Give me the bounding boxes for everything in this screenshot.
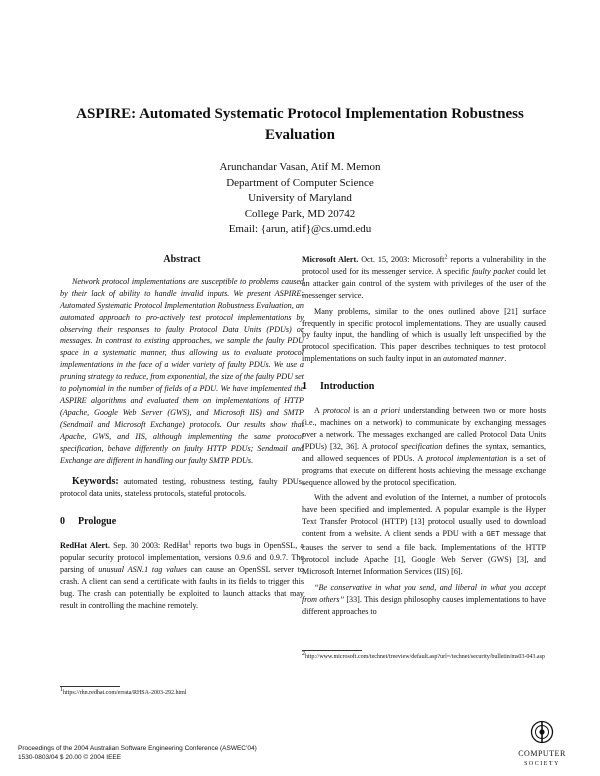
- redhat-alert-paragraph: RedHat Alert. Sep. 30 2003: RedHat$^1$ reports two bugs in OpenSSL, a popular security protocol implementation, versions 0.9.6 and 0.9.7. The parsing of unusual ASN.1 tag values can cause an OpenSSL server to crash. A client can send a certificate with faults in its fields to trigger this bug. The crash can potentially be exploited to launch attacks that may result in controlling the machine remotely.: [60, 540, 305, 610]
- section-heading-introduction: [302, 381, 546, 393]
- section-number: 1: [302, 381, 307, 393]
- author-block: [150, 160, 450, 238]
- keywords-label: Keywords:: [72, 476, 119, 488]
- author-email: Email: {arun, atif}@cs.umd.edu: [228, 223, 372, 235]
- conference-copyright: 1530-0803/04 $ 20.00 © 2004 IEEE: [18, 754, 122, 761]
- footnote-mark: 2: [444, 254, 448, 261]
- left-column: [60, 254, 304, 616]
- author-city: College Park, MD 20742: [244, 207, 356, 220]
- keywords: [60, 476, 304, 500]
- footnote-1: [60, 686, 304, 697]
- abstract-heading: Abstract: [163, 254, 201, 265]
- paper-title: ASPIRE: Automated Systematic Protocol Implementation Robustness Evaluation: [76, 106, 524, 143]
- code-get: GET: [486, 531, 500, 540]
- section-title: Prologue: [78, 516, 117, 528]
- footnote-rule: [302, 650, 362, 651]
- redhat-alert-label: RedHat Alert.: [60, 541, 110, 551]
- author-university: University of Maryland: [248, 192, 352, 204]
- footnote-url[interactable]: https://rhn.redhat.com/errata/RHSA-2003-292.html: [63, 690, 187, 696]
- footnote-url[interactable]: http://www.microsoft.com/technet/treeview/default.asp?url=/technet/security/bulletin/ms03-043.asp: [305, 654, 545, 660]
- footnote-2: [302, 650, 546, 661]
- footnote-mark: 1: [60, 687, 63, 693]
- conference-footer: [18, 744, 257, 762]
- microsoft-alert-label: Microsoft Alert.: [302, 255, 359, 264]
- footnote-rule: [60, 686, 120, 687]
- section-heading-prologue: [60, 516, 304, 528]
- prologue-summary-paragraph: Many problems, similar to the ones outlined above [21] surface frequently in specific protocol implementations. They are usually caused by faulty input, the handling of which is usually left unspecified by the protocol specification. This paper describes techniques to test protocol implementations on such faulty input in an automated manner.: [302, 306, 546, 364]
- logo-line-1: COMPUTER: [518, 749, 566, 758]
- computer-society-logo: [512, 720, 572, 769]
- abstract-text: Network protocol implementations are susceptible to problems caused by their lack of ability to handle invalid inputs. We present ASPIRE: Automated Systematic Protocol Implementation Robustness Evaluation, an automated approach to pro-actively test protocol implementations by observing their responses to faulty Protocol Data Units (PDUs) or messages. In contrast to existing approaches, we sample the faulty PDU space in a systematic manner, thus allowing us to evaluate protocol implementations in the face of a wider variety of faulty PDUs. We use a pruning strategy to reduce, from exponential, the size of the faulty PDU set to polynomial in the number of fields of a PDU. We have implemented the ASPIRE algorithms and evaluated them on implementations of HTTP (Apache, Google Web Server (GWS), and Microsoft IIS) and SMTP (Sendmail and Microsoft Exchange) protocols. Our results show that Apache, GWS, and IIS, although implementing the same protocol specification, behave differently on faulty HTTP PDUs; Sendmail and Exchange are different in handling our faulty SMTP PDUs.: [60, 276, 305, 465]
- microsoft-alert-paragraph: Microsoft Alert. Oct. 15, 2003: Microsoft$^2$ reports a vulnerability in the protocol used for its messenger service. A specific faulty packet could let an attacker gain control of the system with privileges of the user of the messenger service.: [302, 254, 547, 300]
- section-number: 0: [60, 516, 65, 528]
- conference-name: Proceedings of the 2004 Australian Software Engineering Conference (ASWEC’04): [18, 745, 257, 752]
- intro-paragraph-1: A protocol is an a priori understanding between two or more hosts (i.e., machines on a network) to communicate by exchanging messages over a network. The messages exchanged are called Protocol Data Units (PDUs) [32, 36]. A protocol specification defines the syntax, semantics, and allowed sequences of PDUs. A protocol implementation is a set of programs that execute on different hosts achieving the message exchange sequence allowed by the protocol specification.: [302, 406, 547, 487]
- intro-paragraph-3: “Be conservative in what you send, and liberal in what you accept from others” [33]. This design philosophy causes implementations to have different approaches to: [302, 582, 546, 616]
- author-names: Arunchandar Vasan, Atif M. Memon: [219, 161, 381, 173]
- design-quote: “Be conservative in what you send, and liberal in what you accept from others”: [302, 582, 546, 604]
- intro-paragraph-2: With the advent and evolution of the Internet, a number of protocols have been specified and implemented. A popular example is the Hyper Text Transfer Protocol (HTTP) [13] protocol usually used to download content from a website. A client sends a PDU with a GET message that causes the server to send a file back. Implementations of the HTTP protocol include Apache [1], Google Web Server (GWS) [3], and Microsoft Internet Information Services (IIS) [6].: [302, 493, 546, 576]
- author-department: Department of Computer Science: [226, 176, 374, 189]
- footnote-mark: 1: [188, 540, 192, 547]
- right-column: [302, 254, 546, 621]
- logo-line-2: SOCIETY: [524, 761, 560, 767]
- keywords-text: automated testing, robustness testing, faulty PDUs, protocol data units, stateless protocols, stateful protocols.: [60, 477, 304, 499]
- computer-society-emblem-icon: [530, 720, 554, 744]
- section-title: Introduction: [320, 381, 375, 393]
- footnote-mark: 2: [302, 651, 305, 657]
